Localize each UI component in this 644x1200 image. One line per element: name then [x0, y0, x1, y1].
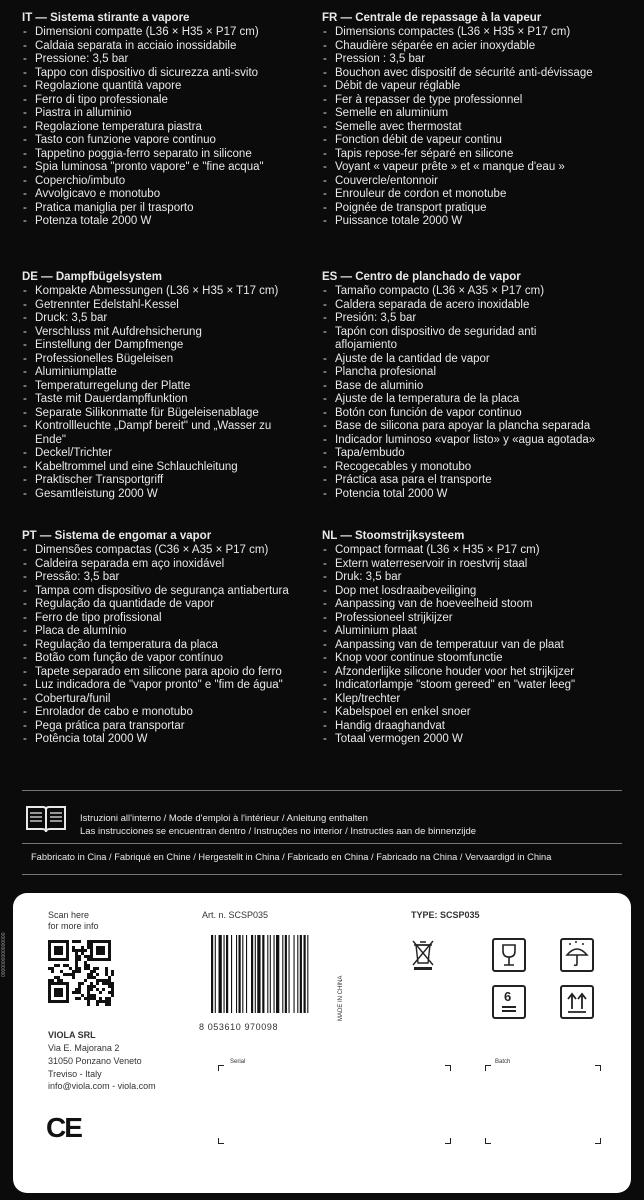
section-title: IT — Sistema stirante a vapore	[22, 12, 190, 24]
feature-item: - Semelle en aluminium	[322, 107, 622, 121]
feature-item: - Dop met losdraaibeveiliging	[322, 585, 622, 599]
feature-item: - Regolazione temperatura piastra	[22, 121, 322, 135]
feature-item: - Voyant « vapeur prête » et « manque d'eau »	[322, 161, 622, 175]
feature-item: - Einstellung der Dampfmenge	[22, 339, 322, 353]
this-way-up-icon	[560, 985, 594, 1019]
made-in-china-vertical: MADE IN CHINA	[338, 975, 344, 1021]
feature-item: - Indicatorlampje "stoom gereed" en "water leeg"	[322, 679, 622, 693]
made-in-note: Fabbricato in Cina / Fabriqué en Chine / Hergestellt in China / Fabricado en China / Fabricado na China / Vervaardigd in China	[31, 852, 552, 862]
feature-item: - Tapa/embudo	[322, 447, 622, 461]
stack-limit-number: 6	[504, 989, 512, 1004]
section-title: DE — Dampfbügelsystem	[22, 271, 162, 283]
feature-item: - Fer à repasser de type professionnel	[322, 94, 622, 108]
section-es	[322, 271, 622, 501]
scan-here-text: Scan here	[48, 910, 90, 920]
serial-label: Serial	[230, 1059, 246, 1065]
feature-item: - Potencia total 2000 W	[322, 488, 622, 502]
company-name: VIOLA SRL	[48, 1030, 96, 1040]
feature-item: - Knop voor continue stoomfunctie	[322, 652, 622, 666]
batch-box-corner	[485, 1065, 491, 1071]
feature-item: - Ajuste de la cantidad de vapor	[322, 353, 622, 367]
feature-item: - Professionelles Bügeleisen	[22, 353, 322, 367]
feature-item: - Tampa com dispositivo de segurança antiabertura	[22, 585, 322, 599]
feature-item: - Enrolador de cabo e monotubo	[22, 706, 322, 720]
feature-list	[22, 26, 322, 229]
product-label	[13, 893, 631, 1193]
feature-item: - Druk: 3,5 bar	[322, 571, 622, 585]
feature-item: - Kabelspoel en enkel snoer	[322, 706, 622, 720]
scan-info-text: for more info	[48, 921, 99, 931]
address-line: 31050 Ponzano Veneto	[48, 1056, 142, 1066]
batch-box-corner	[595, 1065, 601, 1071]
feature-item: - Extern waterreservoir in roestvrij staal	[322, 558, 622, 572]
feature-item: - Spia luminosa "pronto vapore" e "fine acqua"	[22, 161, 322, 175]
open-book-icon	[24, 803, 68, 835]
feature-item: - Kontrollleuchte „Dampf bereit" und „Wasser zu Ende"	[22, 420, 293, 447]
barcode	[209, 935, 341, 1015]
fragile-icon	[492, 938, 526, 972]
feature-item: - Couvercle/entonnoir	[322, 175, 622, 189]
feature-item: - Regolazione quantità vapore	[22, 80, 322, 94]
feature-item: - Poignée de transport pratique	[322, 202, 622, 216]
feature-item: - Tapete separado em silicone para apoio do ferro	[22, 666, 322, 680]
section-pt	[22, 530, 322, 747]
section-fr	[322, 12, 622, 229]
feature-item: - Caldaia separata in acciaio inossidabile	[22, 40, 322, 54]
feature-item: - Deckel/Trichter	[22, 447, 322, 461]
feature-item: - Base de aluminio	[322, 380, 622, 394]
address-line: Treviso - Italy	[48, 1069, 102, 1079]
feature-item: - Dimensions compactes (L36 × H35 × P17 cm)	[322, 26, 622, 40]
section-title: ES — Centro de planchado de vapor	[322, 271, 521, 283]
batch-box-corner	[485, 1138, 491, 1144]
feature-item: - Enrouleur de cordon et monotube	[322, 188, 622, 202]
keep-dry-icon	[560, 938, 594, 972]
feature-item: - Compact formaat (L36 × H35 × P17 cm)	[322, 544, 622, 558]
feature-list	[322, 285, 622, 501]
feature-item: - Avvolgicavo e monotubo	[22, 188, 322, 202]
divider	[22, 843, 622, 844]
serial-box-corner	[445, 1065, 451, 1071]
section-nl	[322, 530, 622, 747]
section-title: FR — Centrale de repassage à la vapeur	[322, 12, 542, 24]
serial-box-corner	[218, 1138, 224, 1144]
feature-item: - Tapón con dispositivo de seguridad anti aflojamiento	[322, 326, 570, 353]
feature-item: - Aluminiumplatte	[22, 366, 322, 380]
section-title: PT — Sistema de engomar a vapor	[22, 530, 212, 542]
feature-item: - Separate Silikonmatte für Bügeleisenablage	[22, 407, 322, 421]
feature-item: - Potenza totale 2000 W	[22, 215, 322, 229]
feature-item: - Afzonderlijke silicone houder voor het strijkijzer	[322, 666, 622, 680]
serial-box-corner	[218, 1065, 224, 1071]
feature-item: - Caldera separada de acero inoxidable	[322, 299, 622, 313]
feature-item: - Ferro di tipo professionale	[22, 94, 322, 108]
feature-item: - Coperchio/imbuto	[22, 175, 322, 189]
feature-item: - Presión: 3,5 bar	[322, 312, 622, 326]
batch-box-corner	[595, 1138, 601, 1144]
feature-item: - Handig draaghandvat	[322, 720, 622, 734]
feature-item: - Luz indicadora de "vapor pronto" e "fim de água"	[22, 679, 322, 693]
feature-item: - Druck: 3,5 bar	[22, 312, 322, 326]
feature-item: - Tapis repose-fer séparé en silicone	[322, 148, 622, 162]
instructions-line: Istruzioni all'interno / Mode d'emploi à l'intérieur / Anleitung enthalten	[80, 813, 368, 824]
feature-item: - Kabeltrommel und eine Schlauchleitung	[22, 461, 322, 475]
feature-item: - Dimensioni compatte (L36 × H35 × P17 cm)	[22, 26, 322, 40]
feature-item: - Pressão: 3,5 bar	[22, 571, 322, 585]
ce-mark: CE	[46, 1112, 81, 1143]
feature-item: - Aanpassing van de temperatuur van de plaat	[322, 639, 622, 653]
stack-limit-icon	[492, 985, 526, 1019]
side-print: 0000000000000000	[1, 932, 7, 977]
feature-item: - Verschluss mit Aufdrehsicherung	[22, 326, 322, 340]
feature-item: - Práctica asa para el transporte	[322, 474, 622, 488]
instructions-line: Las instrucciones se encuentran dentro / Instruções no interior / Instructies aan de binnenzijde	[80, 826, 477, 837]
feature-item: - Base de silicona para apoyar la plancha separada	[322, 420, 622, 434]
feature-item: - Pratica maniglia per il trasporto	[22, 202, 322, 216]
type-label: TYPE: SCSP035	[411, 910, 480, 920]
feature-item: - Regulação da quantidade de vapor	[22, 598, 322, 612]
feature-item: - Pega prática para transportar	[22, 720, 322, 734]
feature-item: - Tamaño compacto (L36 × A35 × P17 cm)	[322, 285, 622, 299]
qr-code	[48, 940, 114, 1006]
feature-list	[322, 26, 622, 229]
divider	[22, 874, 622, 875]
feature-list	[22, 544, 322, 747]
feature-item: - Totaal vermogen 2000 W	[322, 733, 622, 747]
feature-item: - Taste mit Dauerdampffunktion	[22, 393, 322, 407]
contact-line: info@viola.com - viola.com	[48, 1081, 156, 1091]
section-it	[22, 12, 322, 229]
barcode-digits: 8 053610 970098	[199, 1022, 279, 1032]
feature-item: - Aanpassing van de hoeveelheid stoom	[322, 598, 622, 612]
feature-item: - Semelle avec thermostat	[322, 121, 622, 135]
feature-item: - Klep/trechter	[322, 693, 622, 707]
feature-item: - Professioneel strijkijzer	[322, 612, 622, 626]
feature-item: - Cobertura/funil	[22, 693, 322, 707]
article-number: Art. n. SCSP035	[202, 910, 269, 920]
feature-item: - Regulação da temperatura da placa	[22, 639, 322, 653]
serial-box-corner	[445, 1138, 451, 1144]
weee-bin-icon	[410, 937, 436, 971]
feature-item: - Praktischer Transportgriff	[22, 474, 322, 488]
feature-item: - Tappo con dispositivo di sicurezza anti-svito	[22, 67, 322, 81]
feature-item: - Dimensões compactas (C36 × A35 × P17 cm)	[22, 544, 322, 558]
batch-label: Batch	[495, 1059, 511, 1065]
feature-item: - Piastra in alluminio	[22, 107, 322, 121]
feature-item: - Débit de vapeur réglable	[322, 80, 622, 94]
feature-item: - Ferro de tipo profissional	[22, 612, 322, 626]
feature-item: - Placa de alumínio	[22, 625, 322, 639]
feature-item: - Tasto con funzione vapore continuo	[22, 134, 322, 148]
feature-item: - Potência total 2000 W	[22, 733, 322, 747]
feature-item: - Botón con función de vapor continuo	[322, 407, 622, 421]
feature-item: - Ajuste de la temperatura de la placa	[322, 393, 622, 407]
section-title: NL — Stoomstrijksysteem	[322, 530, 465, 542]
address-line: Via E. Majorana 2	[48, 1043, 120, 1053]
feature-item: - Kompakte Abmessungen (L36 × H35 × T17 cm)	[22, 285, 322, 299]
feature-item: - Puissance totale 2000 W	[322, 215, 622, 229]
feature-item: - Plancha profesional	[322, 366, 622, 380]
feature-item: - Indicador luminoso «vapor listo» y «agua agotada»	[322, 434, 622, 448]
feature-item: - Caldeira separada em aço inoxidável	[22, 558, 322, 572]
feature-list	[22, 285, 322, 501]
feature-item: - Chaudière séparée en acier inoxydable	[322, 40, 622, 54]
feature-item: - Fonction débit de vapeur continu	[322, 134, 622, 148]
feature-item: - Gesamtleistung 2000 W	[22, 488, 322, 502]
feature-item: - Tappetino poggia-ferro separato in silicone	[22, 148, 322, 162]
divider	[22, 790, 622, 791]
feature-item: - Bouchon avec dispositif de sécurité anti-dévissage	[322, 67, 622, 81]
feature-item: - Aluminium plaat	[322, 625, 622, 639]
feature-item: - Pressione: 3,5 bar	[22, 53, 322, 67]
section-de	[22, 271, 322, 501]
feature-item: - Pression : 3,5 bar	[322, 53, 622, 67]
feature-item: - Botão com função de vapor contínuo	[22, 652, 322, 666]
instructions-note	[80, 812, 476, 838]
feature-item: - Temperaturregelung der Platte	[22, 380, 322, 394]
feature-item: - Recogecables y monotubo	[322, 461, 622, 475]
feature-item: - Getrennter Edelstahl-Kessel	[22, 299, 322, 313]
feature-list	[322, 544, 622, 747]
